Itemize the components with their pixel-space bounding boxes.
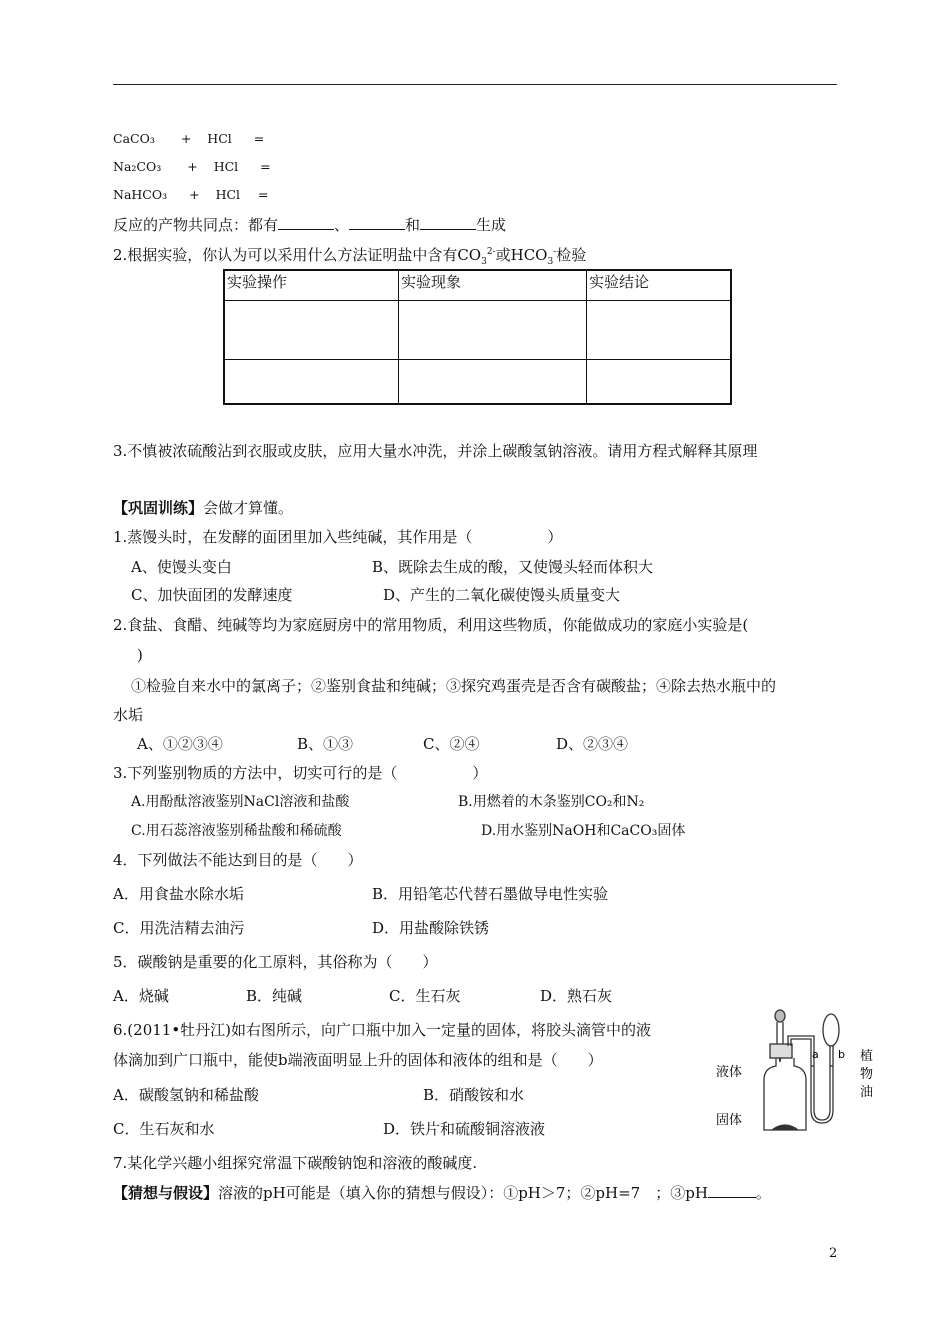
label-oil-2: 物 [860, 1067, 874, 1082]
option: B．硝酸铵和水 [423, 1086, 525, 1104]
common-products-line: 反应的产物共同点：都有 、 和 生成 [113, 216, 507, 234]
apparatus-figure [714, 1006, 884, 1140]
option: C．用洗洁精去油污 [113, 919, 245, 937]
option: D、②③④ [556, 735, 629, 753]
question-2-body: ①检验自来水中的氯离子；②鉴别食盐和纯碱；③探究鸡蛋壳是否含有碳酸盐；④除去热水瓶中的 [131, 677, 777, 695]
apparatus-diagram [714, 1006, 884, 1136]
option: A、使馒头变白 [131, 558, 232, 576]
stopper [770, 1044, 792, 1058]
question-6-stem-cont: 体滴加到广口瓶中，能使b端液面明显上升的固体和液体的组和是（ ） [113, 1051, 603, 1069]
option: C.用石蕊溶液鉴别稀盐酸和稀硫酸 [131, 823, 342, 839]
dropper-bulb [775, 1010, 785, 1022]
question-6-stem: 6.(2011•牡丹江)如右图所示，向广口瓶中加入一定量的固体，将胶头滴管中的液 [113, 1021, 652, 1039]
label-b: b [838, 1048, 845, 1061]
option: D、产生的二氧化碳使馒头质量变大 [383, 586, 621, 604]
table-header: 实验操作 [224, 270, 399, 300]
option: C．生石灰和水 [113, 1120, 215, 1138]
option: B．用铅笔芯代替石墨做导电性实验 [372, 885, 609, 903]
label-oil-3: 油 [860, 1085, 874, 1100]
question-2-intro: 2.根据实验，你认为可以采用什么方法证明盐中含有$CO_3^{2-}$或$HCO_3^-$检验 [113, 246, 587, 267]
bottle [764, 1058, 806, 1130]
option: D.用水鉴别NaOH和CaCO₃固体 [481, 823, 686, 839]
option: A、①②③④ [137, 735, 223, 753]
label-a: a [812, 1048, 819, 1061]
table-header: 实验结论 [587, 270, 732, 300]
question-3-stem: 3.下列鉴别物质的方法中，切实可行的是（ ） [113, 764, 488, 782]
option: B.用燃着的木条鉴别CO₂和N₂ [458, 794, 645, 810]
solid-pile [772, 1125, 798, 1130]
oil-bulb [823, 1014, 839, 1046]
header-rule [113, 84, 837, 85]
page-number: 2 [829, 1246, 838, 1261]
equation-1: CaCO₃ + HCl = [113, 131, 265, 146]
question-5-stem: 5．碳酸钠是重要的化工原料，其俗称为（ ） [113, 953, 438, 971]
option: D．熟石灰 [540, 987, 613, 1005]
hypothesis-line: 【猜想与假设】溶液的pH可能是（填入你的猜想与假设）：①pH＞7；②pH=7 ；③pH 。 [113, 1184, 771, 1202]
option: A．烧碱 [113, 987, 169, 1005]
equation-3: NaHCO₃ + HCl = [113, 187, 269, 202]
table-row [224, 359, 731, 404]
label-liquid: 液体 [716, 1065, 743, 1080]
table-row [224, 300, 731, 359]
equation-2: Na₂CO₃ + HCl = [113, 159, 271, 174]
question-2-stem: 2.食盐、食醋、纯碱等均为家庭厨房中的常用物质，利用这些物质，你能做成功的家庭小实验是( [113, 616, 749, 634]
label-oil-1: 植 [860, 1049, 874, 1064]
option: A．碳酸氢钠和稀盐酸 [113, 1086, 259, 1104]
option: C、加快面团的发酵速度 [131, 586, 293, 604]
option: B、既除去生成的酸，又使馒头轻而体积大 [372, 558, 654, 576]
label-solid: 固体 [716, 1113, 743, 1128]
question-7-stem: 7.某化学兴趣小组探究常温下碳酸钠饱和溶液的酸碱度. [113, 1154, 478, 1172]
option: D．用盐酸除铁锈 [372, 919, 490, 937]
question-2-body-cont: 水垢 [113, 706, 144, 724]
option: A.用酚酞溶液鉴别NaCl溶液和盐酸 [131, 794, 350, 810]
question-1-stem: 1.蒸馒头时，在发酵的面团里加入些纯碱，其作用是（ ） [113, 528, 563, 546]
question-3-text: 3.不慎被浓硫酸沾到衣服或皮肤，应用大量水冲洗，并涂上碳酸氢钠溶液。请用方程式解释其原理 [113, 442, 758, 460]
option: C．生石灰 [389, 987, 461, 1005]
question-2-stem-cont: ) [137, 646, 143, 664]
option: B、①③ [297, 735, 354, 753]
option: C、②④ [423, 735, 480, 753]
option: B．纯碱 [246, 987, 303, 1005]
experiment-table [223, 269, 732, 405]
question-4-stem: 4．下列做法不能达到目的是（ ） [113, 851, 363, 869]
section-heading: 【巩固训练】会做才算懂。 [113, 499, 294, 517]
table-header: 实验现象 [399, 270, 587, 300]
option: A．用食盐水除水垢 [113, 885, 244, 903]
option: D．铁片和硫酸铜溶液液 [383, 1120, 546, 1138]
